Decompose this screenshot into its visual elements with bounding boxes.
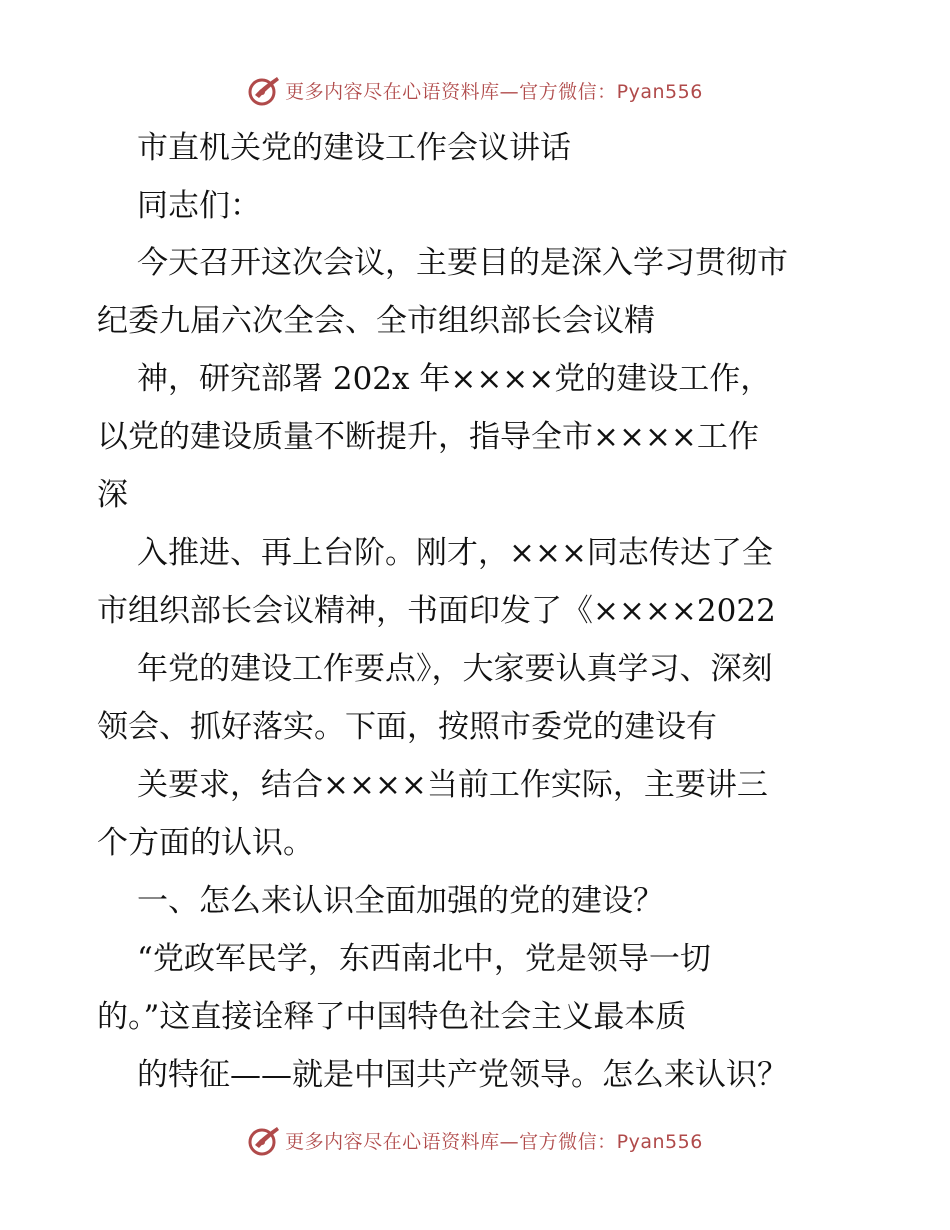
- brush-logo-icon: [247, 1123, 281, 1157]
- text-line: 的特征——就是中国共产党领导。怎么来认识？: [137, 1057, 788, 1093]
- watermark-text: 更多内容尽在心语资料库—官方微信：Pyan556: [285, 80, 703, 103]
- text-line: 年党的建设工作要点》，大家要认真学习、深刻: [137, 651, 773, 687]
- text-line: 神，研究部署 202x 年××××党的建设工作，: [137, 361, 772, 397]
- salutation: 同志们：: [137, 188, 261, 224]
- text-line: 的。”这直接诠释了中国特色社会主义最本质: [97, 999, 687, 1035]
- text-line: 深: [97, 477, 128, 513]
- text-line: 今天召开这次会议，主要目的是深入学习贯彻市: [137, 245, 788, 281]
- text-line: 关要求，结合××××当前工作实际，主要讲三: [137, 767, 768, 803]
- text-line: 以党的建设质量不断提升，指导全市××××工作: [97, 419, 759, 455]
- watermark-footer: [0, 1120, 950, 1160]
- document-title: 市直机关党的建设工作会议讲话: [137, 130, 571, 166]
- text-line: 市组织部长会议精神，书面印发了《××××2022: [97, 593, 776, 629]
- section-heading: 一、怎么来认识全面加强的党的建设？: [137, 883, 664, 919]
- text-line: “党政军民学，东西南北中，党是领导一切: [137, 941, 711, 977]
- text-line: 领会、抓好落实。下面，按照市委党的建设有: [97, 709, 717, 745]
- watermark-text: 更多内容尽在心语资料库—官方微信：Pyan556: [285, 1130, 703, 1153]
- text-line: 入推进、再上台阶。刚才，×××同志传达了全: [137, 535, 773, 571]
- text-line: 个方面的认识。: [97, 825, 314, 861]
- text-line: 纪委九届六次全会、全市组织部长会议精: [97, 303, 655, 339]
